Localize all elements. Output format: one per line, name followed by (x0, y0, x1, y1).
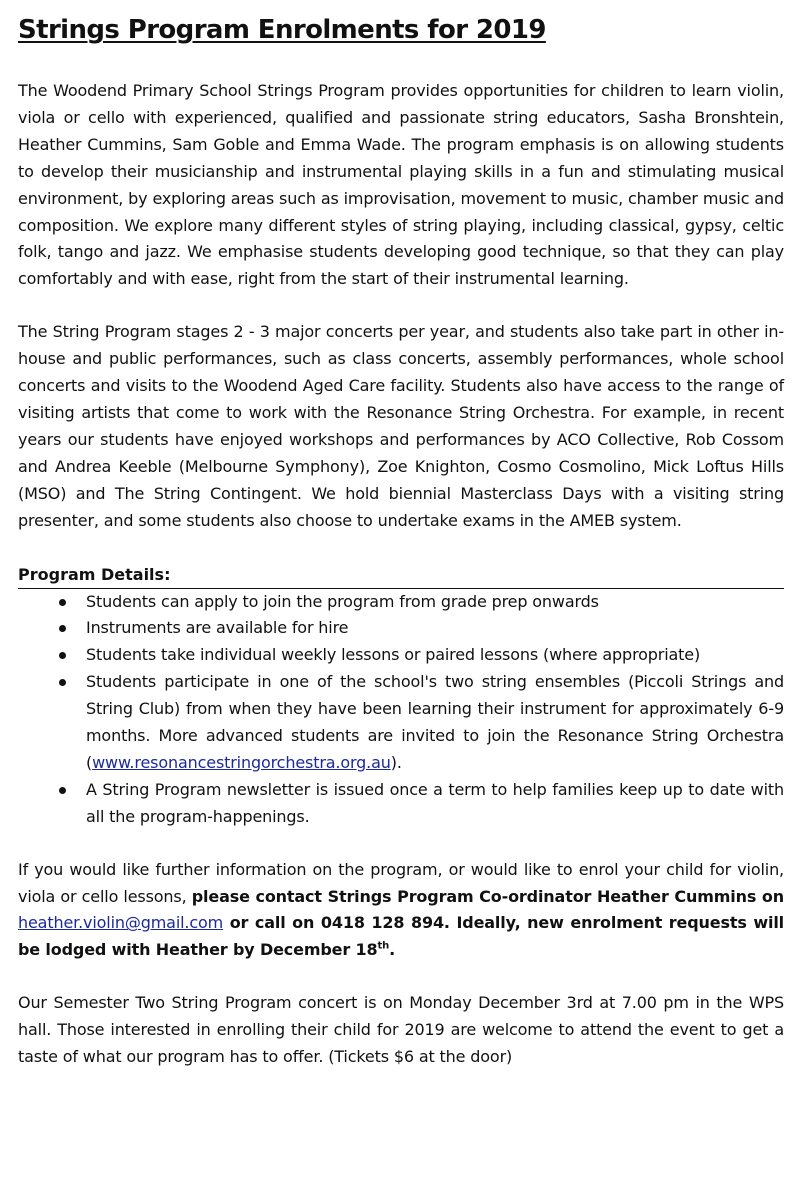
list-item (86, 669, 784, 777)
document-page (18, 10, 784, 1071)
list-item: Instruments are available for hire (86, 615, 784, 642)
page-title: Strings Program Enrolments for 2019 (18, 15, 546, 45)
list-item-text: Students participate in one of the school's two string ensembles (Piccoli Strings and String Club) from when they have been learning their instrument for approximately 6-9 months. More advanced students are invited to join the Resonance String Orchestra ( (86, 672, 784, 772)
concert-paragraph: Our Semester Two String Program concert is on Monday December 3rd at 7.00 pm in the WPS hall. Those interested in enrolling their child for 2019 are welcome to attend the event to get a taste of what our program has to offer. (Tickets $6 at the door) (18, 993, 784, 1067)
orchestra-website-link[interactable]: www.resonancestringorchestra.org.au (92, 752, 391, 772)
contact-end: . (389, 940, 396, 960)
program-details-list (18, 589, 784, 831)
list-item: A String Program newsletter is issued once a term to help families keep up to date with all the program-happenings. (86, 777, 784, 831)
date-superscript: th (377, 941, 390, 953)
contact-bold-text-2: or call on 0418 128 894. Ideally, new enrolment requests will be lodged with Heather by December 18 (18, 913, 784, 960)
list-item: Students take individual weekly lessons or paired lessons (where appropriate) (86, 642, 784, 669)
intro-paragraph: The Woodend Primary School Strings Program provides opportunities for children to learn violin, viola or cello with experienced, qualified and passionate string educators, Sasha Bronshtein, Heather Cummins, Sam Goble and Emma Wade. The program emphasis is on allowing students to develop their musicianship and instrumental playing skills in a fun and stimulating musical environment, by exploring areas such as improvisation, movement to music, chamber music and composition. We explore many different styles of string playing, including classical, gypsy, celtic folk, tango and jazz. We emphasise students developing good technique, so that they can play comfortably and with ease, right from the start of their instrumental learning. (18, 81, 784, 289)
contact-bold-text: please contact Strings Program Co-ordinator Heather Cummins on (191, 886, 784, 906)
contact-paragraph (18, 857, 784, 965)
contact-text: If you would like further information on the program, or would like to enrol your child for violin, viola or cello lessons, (18, 859, 784, 906)
contact-email-link[interactable]: heather.violin@gmail.com (18, 913, 224, 933)
program-details-heading: Program Details: (18, 562, 784, 589)
list-item-text-end: ). (390, 752, 402, 772)
list-item: Students can apply to join the program from grade prep onwards (86, 589, 784, 616)
concerts-paragraph: The String Program stages 2 - 3 major concerts per year, and students also take part in other in-house and public performances, such as class concerts, assembly performances, whole school concerts and visits to the Woodend Aged Care facility. Students also have access to the range of visiting artists that come to work with the Resonance String Orchestra. For example, in recent years our students have enjoyed workshops and performances by ACO Collective, Rob Cossom and Andrea Keeble (Melbourne Symphony), Zoe Knighton, Cosmo Cosmolino, Mick Loftus Hills (MSO) and The String Contingent. We hold biennial Masterclass Days with a visiting string presenter, and some students also choose to undertake exams in the AMEB system. (18, 322, 784, 530)
